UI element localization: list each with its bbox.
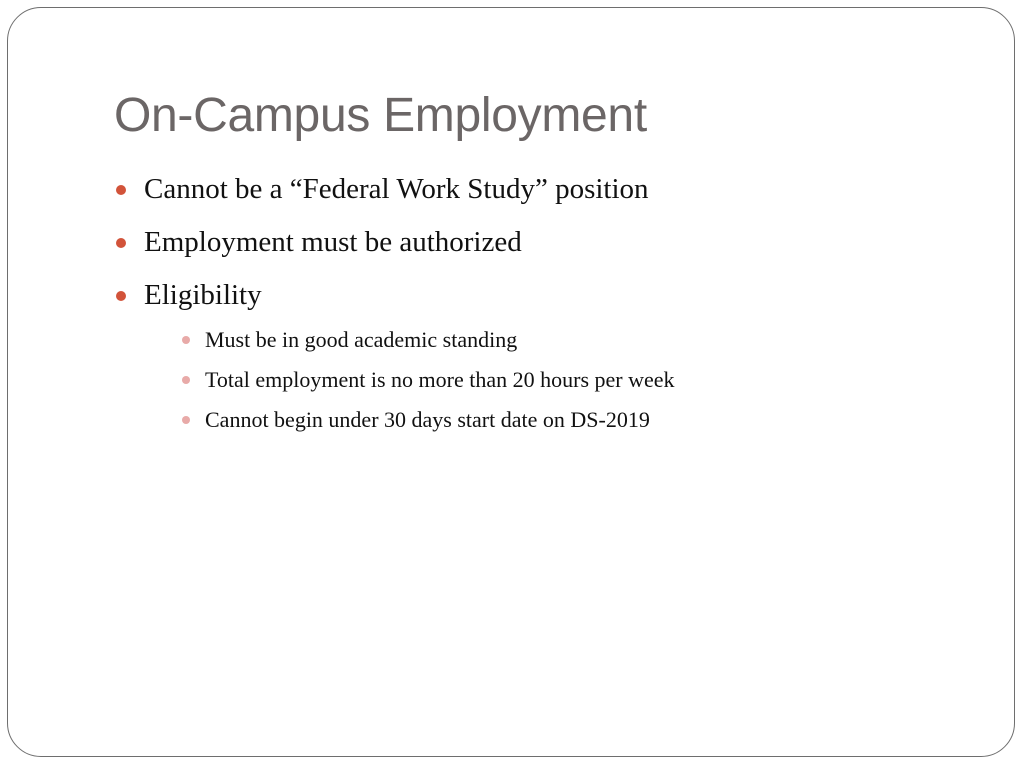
bullet-text: Cannot be a “Federal Work Study” position: [144, 173, 649, 205]
sub-bullet-text: Cannot begin under 30 days start date on DS-2019: [205, 407, 650, 432]
sub-bullet-text: Total employment is no more than 20 hours per week: [205, 367, 675, 392]
bullet-text: Employment must be authorized: [144, 226, 522, 258]
bullet-text: Eligibility: [144, 279, 262, 311]
slide-title: On-Campus Employment: [114, 89, 647, 142]
sub-bullet-dot-icon: [182, 336, 190, 344]
sub-bullet-dot-icon: [182, 376, 190, 384]
sub-bullet-item: [205, 406, 650, 434]
bullet-item: [144, 171, 649, 207]
sub-bullet-text: Must be in good academic standing: [205, 327, 518, 352]
bullet-item: [144, 224, 522, 260]
bullet-dot-icon: [116, 291, 126, 301]
bullet-dot-icon: [116, 185, 126, 195]
sub-bullet-item: [205, 366, 675, 394]
bullet-item: [144, 277, 262, 313]
sub-bullet-dot-icon: [182, 416, 190, 424]
sub-bullet-item: [205, 326, 517, 354]
bullet-dot-icon: [116, 238, 126, 248]
